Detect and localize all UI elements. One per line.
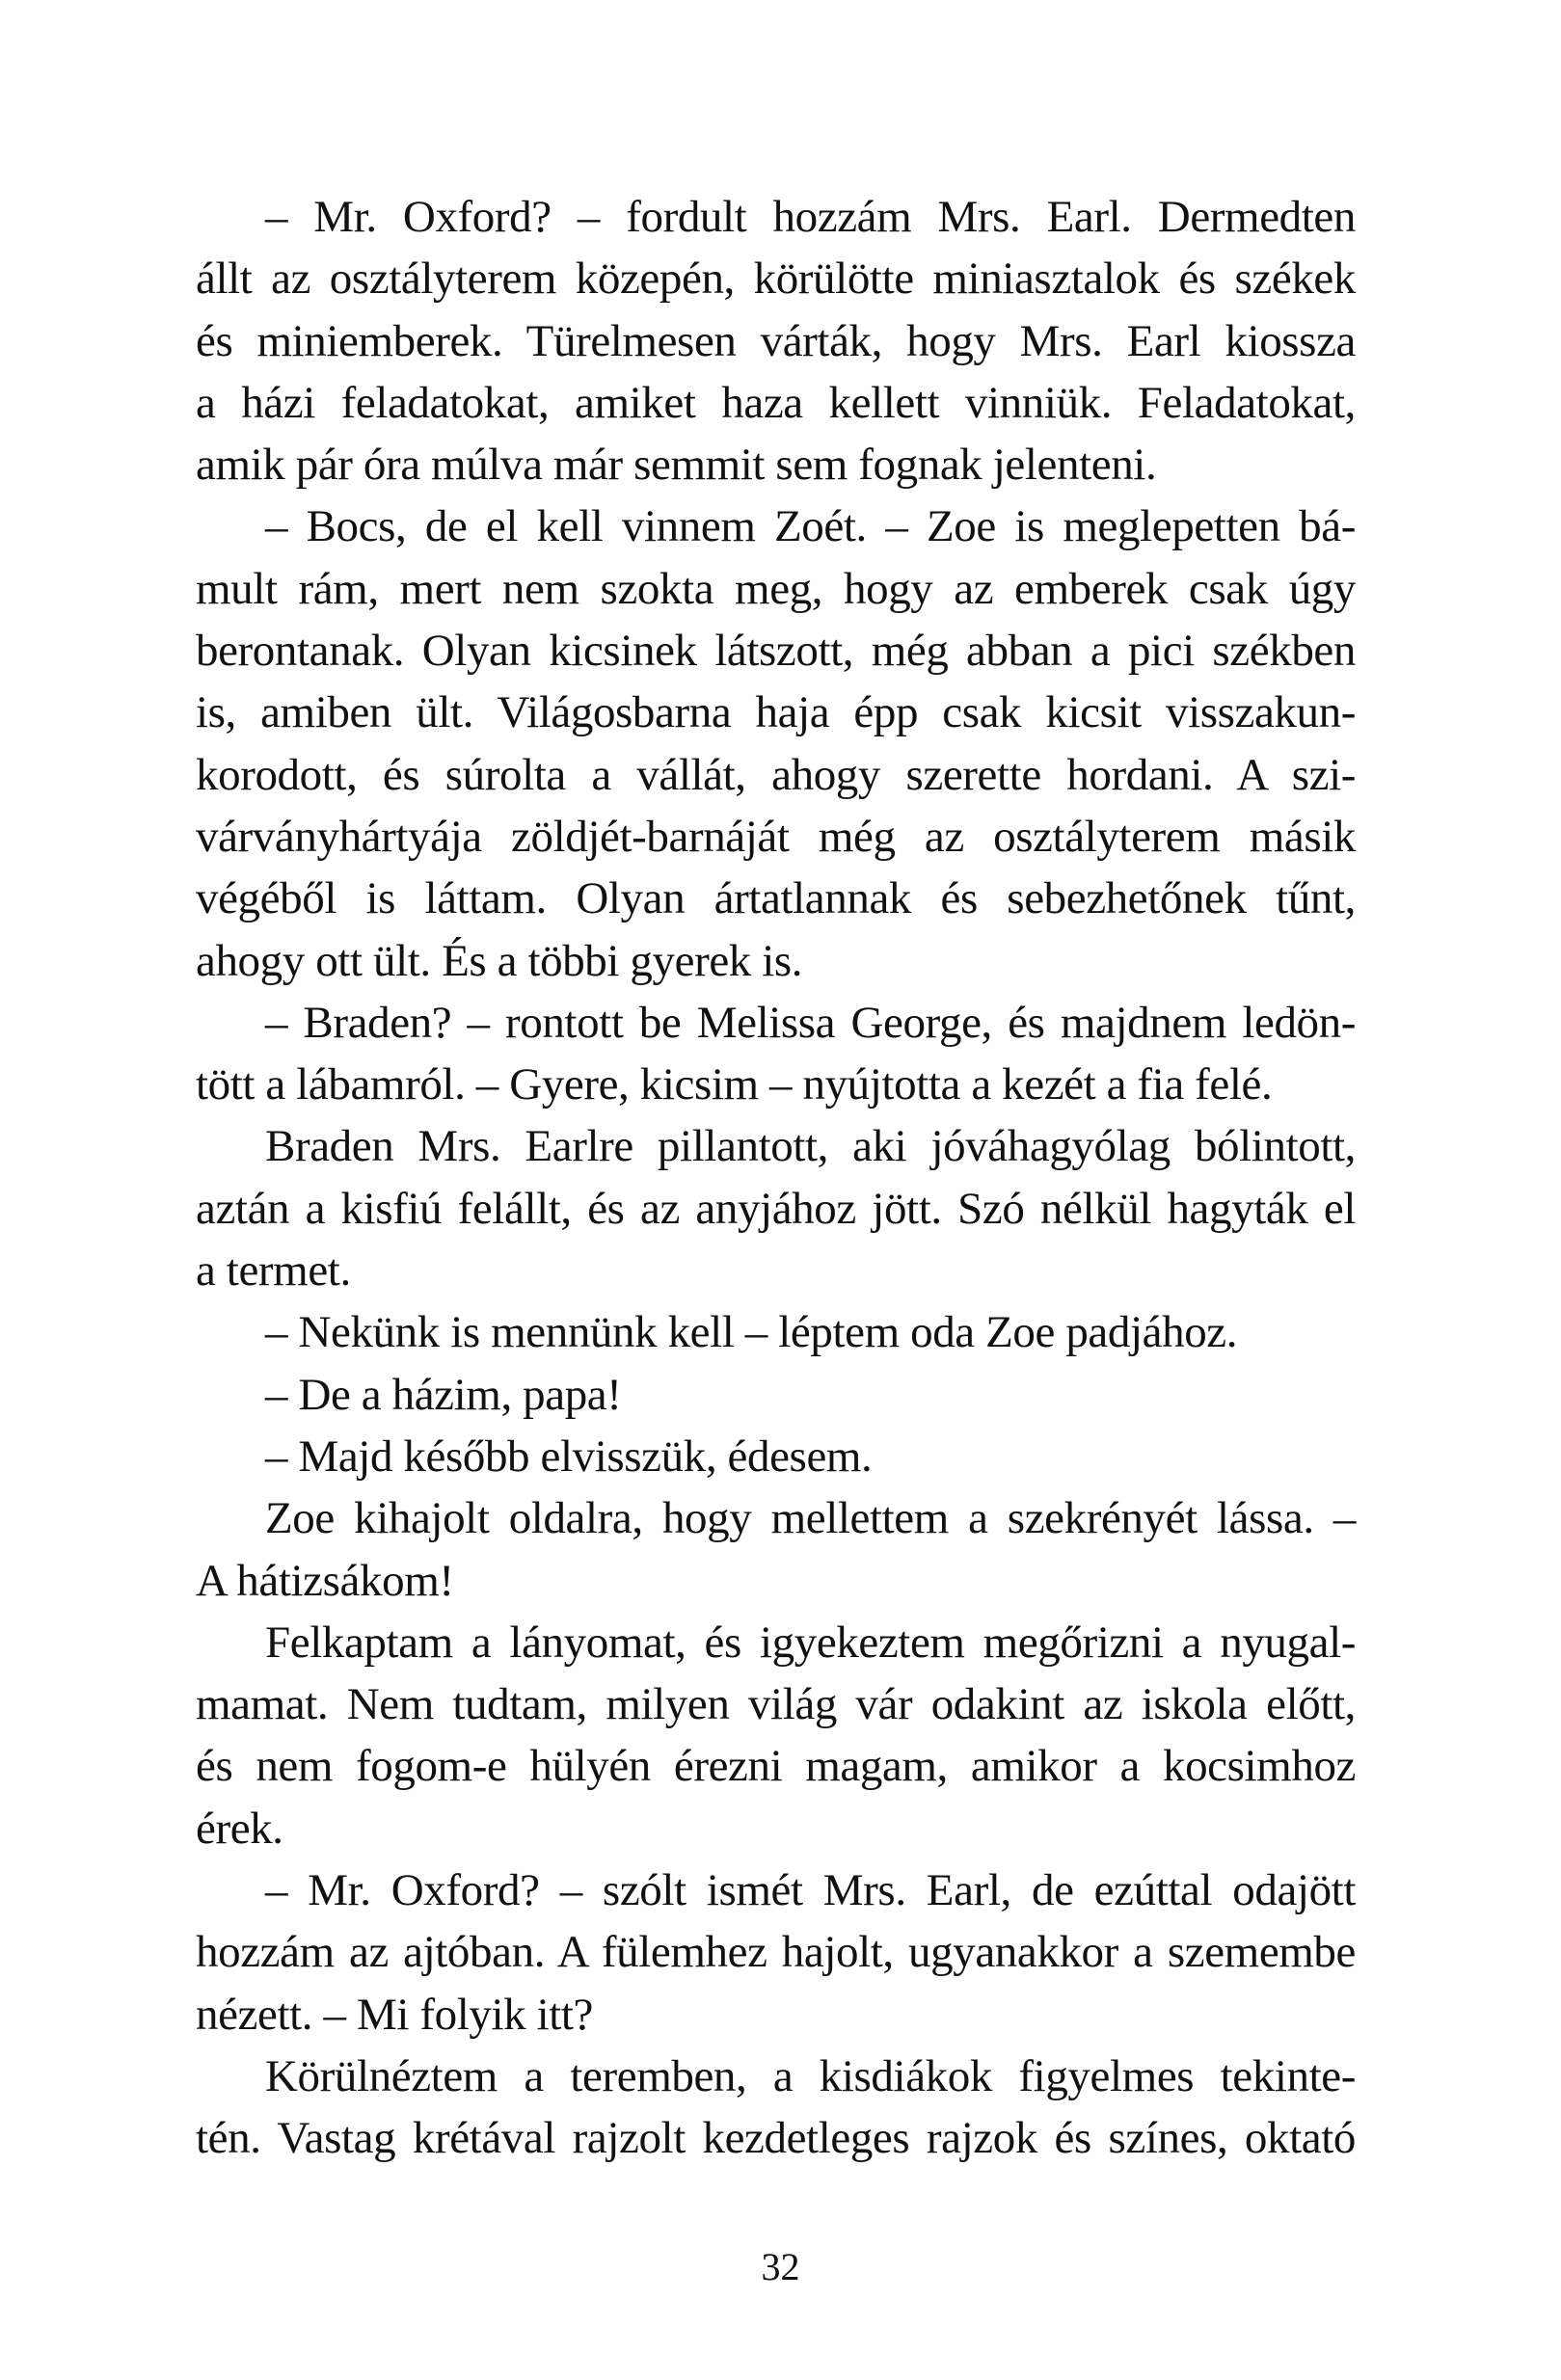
- paragraph-first-line: – De a házim, papa!: [265, 1369, 622, 1420]
- text-line: amik pár óra múlva már semmit sem fognak jelenteni.: [196, 440, 1157, 491]
- text-line: és miniemberek. Türelmesen várták, hogy Mrs. Earl kiossza: [196, 315, 1356, 366]
- text-line: hozzám az ajtóban. A fülemhez hajolt, ugyanakkor a szemembe: [196, 1927, 1356, 1978]
- paragraph-first-line: – Bocs, de el kell vinnem Zoét. – Zoe is meglepetten bá-: [265, 501, 1356, 552]
- text-line: érek.: [196, 1803, 283, 1854]
- text-line: állt az osztályterem közepén, körülötte miniasztalok és székek: [196, 254, 1356, 305]
- text-line: A hátizsákom!: [196, 1555, 454, 1606]
- text-line: mult rám, mert nem szokta meg, hogy az emberek csak úgy: [196, 563, 1356, 614]
- paragraph-first-line: – Nekünk is mennünk kell – léptem oda Zoe padjához.: [265, 1307, 1238, 1358]
- text-line: berontanak. Olyan kicsinek látszott, még abban a pici székben: [196, 626, 1356, 677]
- paragraph-first-line: Körülnéztem a teremben, a kisdiákok figyelmes tekinte-: [265, 2050, 1356, 2101]
- paragraph-first-line: Braden Mrs. Earlre pillantott, aki jóváhagyólag bólintott,: [265, 1121, 1356, 1172]
- paragraph-first-line: Zoe kihajolt oldalra, hogy mellettem a szekrényét lássa. –: [265, 1493, 1356, 1544]
- paragraph-first-line: – Braden? – rontott be Melissa George, és majdnem ledön-: [265, 997, 1356, 1048]
- text-line: és nem fogom-e hülyén érezni magam, amikor a kocsimhoz: [196, 1741, 1356, 1792]
- text-line: korodott, és súrolta a vállát, ahogy szerette hordani. A szi-: [196, 749, 1356, 800]
- text-line: tén. Vastag krétával rajzolt kezdetleges rajzok és színes, oktató: [196, 2113, 1356, 2164]
- paragraph-first-line: – Mr. Oxford? – szólt ismét Mrs. Earl, de ezúttal odajött: [265, 1865, 1356, 1916]
- text-line: aztán a kisfiú felállt, és az anyjához jött. Szó nélkül hagyták el: [196, 1183, 1356, 1234]
- text-line: nézett. – Mi folyik itt?: [196, 1989, 594, 2040]
- paragraph-first-line: Felkaptam a lányomat, és igyekeztem megőrizni a nyugal-: [265, 1617, 1356, 1668]
- paragraph-first-line: – Mr. Oxford? – fordult hozzám Mrs. Earl. Dermedten: [265, 192, 1356, 242]
- text-line: tött a lábamról. – Gyere, kicsim – nyújtotta a kezét a fia felé.: [196, 1059, 1273, 1110]
- text-line: is, amiben ült. Világosbarna haja épp csak kicsit visszakun-: [196, 687, 1356, 738]
- body-text: [196, 186, 1356, 2170]
- page-number: 32: [761, 2245, 800, 2288]
- paragraph-first-line: – Majd később elvisszük, édesem.: [265, 1431, 873, 1482]
- text-line: ahogy ott ült. És a többi gyerek is.: [196, 935, 803, 986]
- text-line: várványhártyája zöldjét-barnáját még az osztályterem másik: [196, 811, 1356, 862]
- text-line: a házi feladatokat, amiket haza kellett vinniük. Feladatokat,: [196, 377, 1356, 428]
- text-line: mamat. Nem tudtam, milyen világ vár odakint az iskola előtt,: [196, 1679, 1356, 1730]
- text-line: végéből is láttam. Olyan ártatlannak és sebezhetőnek tűnt,: [196, 873, 1356, 924]
- text-line: a termet.: [196, 1245, 351, 1297]
